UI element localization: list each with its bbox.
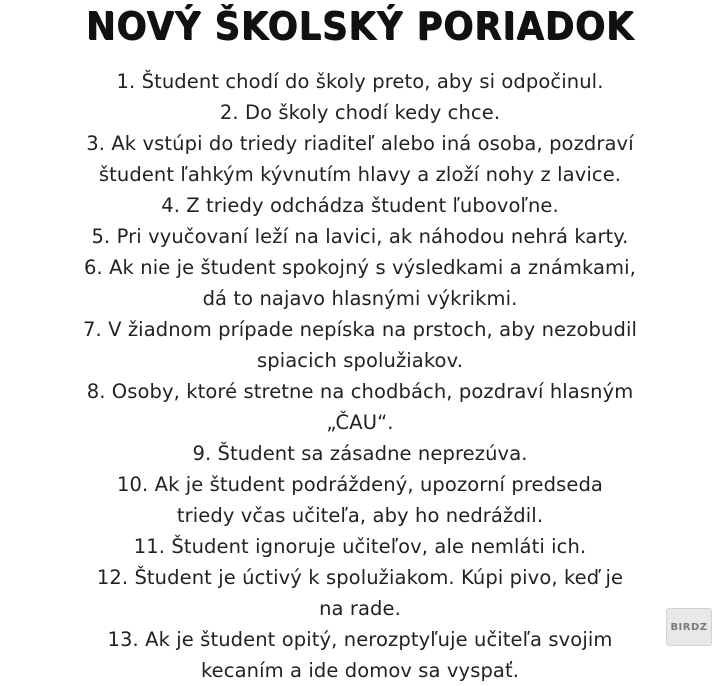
rule-line: dá to najavo hlasnými výkrikmi. (202, 287, 518, 310)
rule-line: na rade. (319, 597, 401, 620)
watermark-badge: BIRDZ (666, 608, 712, 646)
rule-line: 10. Ak je študent podráždený, upozorní predseda (117, 473, 603, 496)
rule-line: kecaním a ide domov sa vyspať. (200, 659, 520, 682)
rule-line: 2. Do školy chodí kedy chce. (219, 101, 501, 124)
rules-list (0, 66, 720, 686)
rule-line: 1. Študent chodí do školy preto, aby si odpočinul. (116, 70, 604, 93)
rule-line: 7. V žiadnom prípade nepíska na prstoch, aby nezobudil (83, 318, 637, 341)
page-title: NOVÝ ŠKOLSKÝ PORIADOK (85, 4, 635, 48)
rule-line: 12. Študent je úctivý k spolužiakom. Kúpi pivo, keď je (96, 566, 624, 589)
rule-line: 3. Ak vstúpi do triedy riaditeľ alebo iná osoba, pozdraví (86, 132, 634, 155)
rule-line: 13. Ak je študent opitý, nerozptyľuje učiteľa svojim (107, 628, 613, 651)
rule-line: triedy včas učiteľa, aby ho nedráždil. (176, 504, 544, 527)
rule-line: 4. Z triedy odchádza študent ľubovoľne. (161, 194, 559, 217)
rule-line: 6. Ak nie je študent spokojný s výsledkami a známkami, (84, 256, 636, 279)
rule-line: spiacich spolužiakov. (256, 349, 464, 372)
rule-line: 8. Osoby, ktoré stretne na chodbách, pozdraví hlasným (86, 380, 634, 403)
rule-line: 5. Pri vyučovaní leží na lavici, ak náhodou nehrá karty. (91, 225, 629, 248)
rule-line: 9. Študent sa zásadne neprezúva. (192, 442, 528, 465)
rule-line: 11. Študent ignoruje učiteľov, ale nemláti ich. (133, 535, 587, 558)
rule-line: „ČAU“. (326, 411, 394, 434)
rule-line: študent ľahkým kývnutím hlavy a zloží nohy z lavice. (98, 163, 622, 186)
